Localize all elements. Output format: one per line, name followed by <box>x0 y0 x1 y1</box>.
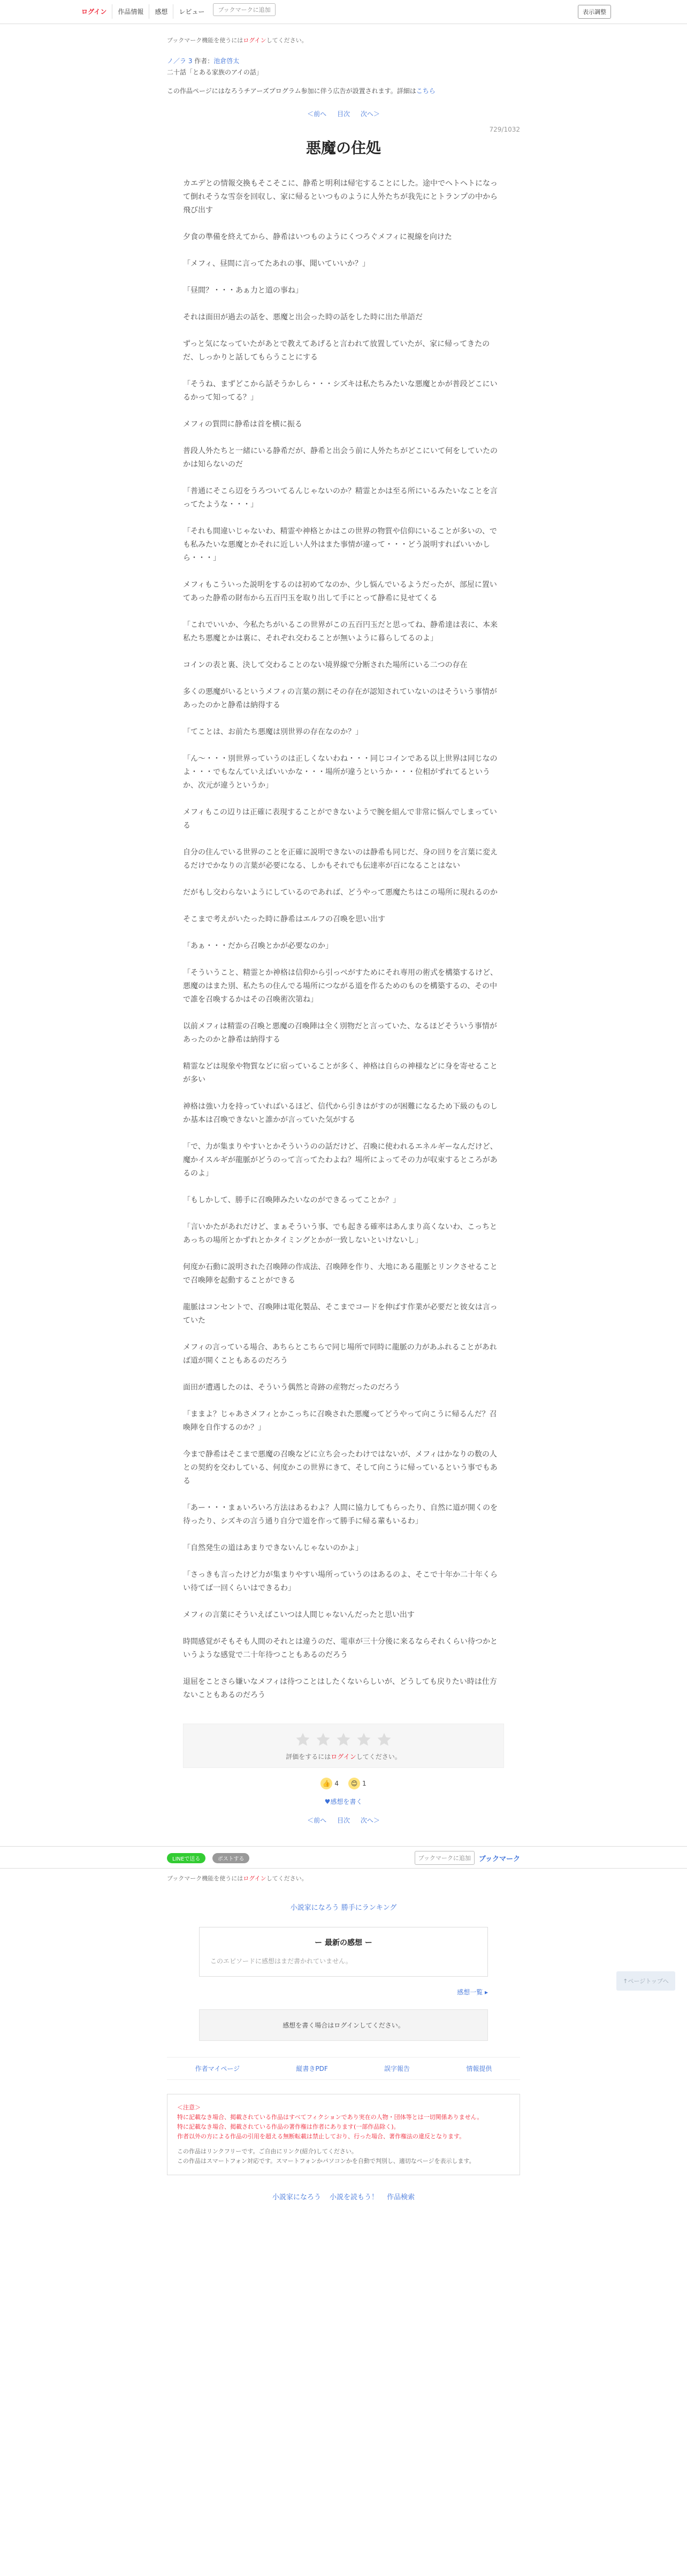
notice-line: 特に記載なき場合、掲載されている作品はすべてフィクションであり実在の人物・団体等とは一切関係ありません。 <box>177 2114 483 2121</box>
body-paragraph: 「そういうこと、精霊とか神格は信仰から引っぺがすためにそれ専用の術式を構築するけど、悪魔のはまた別、私たちの住んでる場所につながる道を作るためのものを構築するの、その中で誰を召喚するかはその召喚術次第ね」 <box>183 969 498 1004</box>
body-paragraph: 今まで静希はそこまで悪魔の召喚などに立ち会ったわけではないが、メフィはかなりの数の人との契約を交わしている、何度かこの世界にきて、そして向こうに帰っているという事でもある <box>183 1450 498 1485</box>
page-top-button[interactable]: ↑ページトップへ <box>616 1971 675 1991</box>
login-link[interactable]: ログイン <box>76 4 112 19</box>
site-link-narou[interactable]: 小説家になろう <box>272 2193 321 2201</box>
body-paragraph: 「あー・・・まぁいろいろ方法はあるわよ？人間に協力してもらったり、自然に道が開くのを待ったり、シズキの言う通り自分で道を作って勝手に帰る輩もいるわ」 <box>183 1504 498 1526</box>
star-icon[interactable] <box>376 1732 392 1748</box>
body-paragraph: 龍脈はコンセントで、召喚陣は電化製品、そこまでコードを伸ばす作業が必要だと彼女は言っていた <box>183 1303 498 1325</box>
ad-note <box>167 86 520 95</box>
line-share-button[interactable]: LINEで送る <box>167 1853 205 1863</box>
body-paragraph: 夕食の準備を終えてから、静希はいつものようにくつろぐメフィに視線を向けた <box>183 233 452 241</box>
bookmark-login-link[interactable]: ログイン <box>243 37 266 44</box>
site-link-yomou[interactable]: 小説を読もう！ <box>329 2193 378 2201</box>
main-content <box>167 36 520 1825</box>
body-paragraph: 退屈をことさら嫌いなメフィは待つことはしたくないらしいが、どうしても戻りたい時は仕方ないこともあるのだろう <box>183 1678 497 1699</box>
prev-episode-link[interactable]: ＜前へ <box>307 1817 327 1824</box>
add-bookmark-button[interactable]: ブックマークに追加 <box>415 1851 475 1865</box>
body-paragraph: 「それも間違いじゃないわ、精霊や神格とかはこの世界の物質や信仰にいることが多いの、でも私みたいな悪魔とかそれに近しい人外はまた事情が違って・・・どう説明すればいいかしら・・・」 <box>183 527 497 562</box>
body-paragraph: だがもし交わらないようにしているのであれば、どうやって悪魔たちはこの場所に現れるのか <box>183 888 498 897</box>
star-icon[interactable] <box>295 1732 311 1748</box>
footer-note-text: ブックマーク機能を使うには <box>167 1875 243 1882</box>
site-footer-links <box>167 2191 520 2201</box>
review-login-box: 感想を書く場合はログインしてください。 <box>199 2009 488 2041</box>
vertical-pdf-link[interactable]: 縦書きPDF <box>296 2065 328 2072</box>
notice-line: この作品はリンクフリーです。ご自由にリンク(紹介)してください。 <box>177 2148 357 2155</box>
footer-note-suffix: してください。 <box>266 1875 308 1882</box>
rating-stars <box>184 1732 503 1748</box>
body-paragraph: 面田が遭遇したのは、そういう偶然と奇跡の産物だったのだろう <box>183 1383 400 1392</box>
author-label: 作者： <box>194 57 214 65</box>
rating-msg-text: 評価をするには <box>286 1753 331 1760</box>
body-paragraph: 以前メフィは精霊の召喚と悪魔の召喚陣は全く別物だと言っていた、なるほどそういう事情があったのかと静希は納得する <box>183 1022 497 1044</box>
body-paragraph: それは面田が過去の話を、悪魔と出会った時の話をした時に出た単語だ <box>183 313 423 322</box>
body-paragraph: カエデとの情報交換もそこそこに、静希と明利は帰宅することにした。途中でヘトヘトになって倒れそうな雪奈を回収し、家に帰るといつものように人外たちが我先にとトランプの中から飛び出す <box>183 179 498 215</box>
body-paragraph: そこまで考えがいたった時に静希はエルフの召喚を思い出す <box>183 915 385 924</box>
thumbs-up-icon: 👍 <box>320 1778 332 1789</box>
nav-reviews[interactable]: レビュー <box>179 8 205 16</box>
next-episode-link[interactable]: 次へ＞ <box>360 1817 380 1824</box>
bookmark-note-bottom <box>167 1874 520 1883</box>
body-paragraph: 「ままよ？じゃあさメフィとかこっちに召喚された悪魔ってどうやって向こうに帰るんだ？召喚陣を自作するのか？」 <box>183 1410 497 1432</box>
body-paragraph: コインの表と裏、決して交わることのない境界線で分断された場所にいる二つの存在 <box>183 661 468 669</box>
body-paragraph: 「てことは、お前たち悪魔は別世界の存在なのか？」 <box>183 728 363 736</box>
author-link[interactable]: 池倉啓太 <box>213 57 240 65</box>
body-paragraph: 普段人外たちと一緒にいる静希だが、静希と出会う前に人外たちがどこにいて何をしていたのかは知らないのだ <box>183 447 498 469</box>
impressions-list-link[interactable]: 感想一覧 ▸ <box>457 1988 488 1996</box>
share-bar <box>0 1846 687 1869</box>
body-paragraph: 「言いかたがあれだけど、まぁそういう事、でも起きる確率はあんまり高くないわ、こっちとあっちの場所とかずれとかタイミングとかが一致しないといけないし」 <box>183 1223 498 1245</box>
body-paragraph: 「普通にそこら辺をうろついてるんじゃないのか？精霊とかは至る所にいるみたいなことを言ってたような・・・」 <box>183 487 498 509</box>
body-paragraph: メフィの言葉にそういえばこいつは人間じゃないんだったと思い出す <box>183 1611 415 1619</box>
rating-login-note <box>184 1752 503 1761</box>
body-paragraph: 精霊などは現象や物質などに宿っていることが多く、神格は自らの神様などに身を寄せることが多い <box>183 1062 498 1084</box>
site-link-search[interactable]: 作品検索 <box>387 2193 415 2201</box>
nav-impressions[interactable]: 感想 <box>149 4 173 19</box>
impressions-title: ー 最新の感想 ー <box>315 1939 372 1947</box>
body-paragraph: メフィの質問に静希は首を横に振る <box>183 420 302 429</box>
episode-pager-bottom <box>167 1816 520 1825</box>
reaction-thumbs[interactable] <box>320 1778 339 1789</box>
impressions-empty: このエピソードに感想はまだ書かれていません。 <box>210 1957 352 1965</box>
body-paragraph: 「あぁ・・・だから召喚とかが必要なのか」 <box>183 942 333 950</box>
star-icon[interactable] <box>356 1732 372 1748</box>
chapter-title: 二十話「とある家族のアイの話」 <box>167 68 263 76</box>
reaction-smile[interactable] <box>348 1778 367 1789</box>
reactions <box>167 1778 520 1789</box>
notice-line: 作者以外の方による作品の引用を超える無断転載は禁止しており、行った場合、著作権法の違反となります。 <box>177 2133 465 2140</box>
body-paragraph: 「これでいいか、今私たちがいるこの世界がこの五百円玉だと思ってね、静希達は表に、本来私たち悪魔とかは裏に、それぞれ交わることが無いように暮らしてるのよ」 <box>183 621 498 643</box>
toc-link[interactable]: 目次 <box>337 1817 350 1824</box>
latest-impressions <box>199 1927 488 1977</box>
notice-box <box>167 2094 520 2175</box>
rating-msg-suffix: してください。 <box>356 1753 401 1760</box>
body-paragraph: 「そうね、まずどこから話そうかしら・・・シズキは私たちみたいな悪魔とかが普段どこにいるかって知ってる？」 <box>183 380 498 402</box>
bookmark-button[interactable]: ブックマーク <box>478 1855 520 1863</box>
episode-pager-top <box>167 109 520 118</box>
body-paragraph: 「自然発生の道はあまりできないんじゃないのかよ」 <box>183 1544 363 1552</box>
body-paragraph: 時間感覚がそもそも人間のそれとは違うのだ、電車が三十分後に来るならそれくらい待つかというような感覚で二十年待つこともあるのだろう <box>183 1637 498 1659</box>
body-paragraph: 「昼間？・・・あぁ力と道の事ね」 <box>183 286 303 295</box>
body-paragraph: 「で、力が集まりやすいとかそういうのの話だけど、召喚に使われるエネルギーなんだけど、魔かイスルギが龍脈がどうのって言ってたわよね？場所によってその力が収束するところがあるのよ」 <box>183 1142 498 1178</box>
bookmark-area <box>415 1851 520 1865</box>
body-paragraph: 「メフィ、昼間に言ってたあれの事、聞いていいか？」 <box>183 260 370 268</box>
display-settings-button[interactable]: 表示調整 <box>578 5 611 19</box>
work-title-link[interactable]: ノ／ラ 3 <box>167 57 193 65</box>
footer-login-link[interactable]: ログイン <box>243 1875 266 1882</box>
typo-report-link[interactable]: 誤字報告 <box>384 2065 410 2072</box>
body-paragraph: 神格は強い力を持っていればいるほど、信代から引きはがすのが困難になるため下級のものしか基本は召喚できないと誰かが言っていた気がする <box>183 1102 498 1124</box>
bookmark-note <box>167 36 520 44</box>
novel-body <box>167 177 520 1702</box>
author-mypage-link[interactable]: 作者マイページ <box>195 2065 240 2072</box>
reaction-count: 1 <box>362 1780 367 1787</box>
star-icon[interactable] <box>315 1732 331 1748</box>
top-navbar <box>0 0 687 24</box>
write-review-link[interactable]: ♥感想を書く <box>324 1798 363 1805</box>
bookmark-note-suffix: してください。 <box>266 37 308 44</box>
ranking-link[interactable]: 小説家になろう 勝手にランキング <box>290 1904 397 1912</box>
rating-box <box>183 1724 504 1768</box>
body-paragraph: 「ん～・・・別世界っていうのは正しくないわね・・・同じコインである以上世界は同じなのよ・・・でもなんていえばいいかな・・・場所が違うというか・・・位相がずれてるというか、次元が違うというか」 <box>183 754 498 790</box>
prev-episode-link[interactable]: ＜前へ <box>307 110 327 118</box>
notice-line: 特に記載なき場合、掲載されている作品の著作権は作者にあります(一部作品除く)。 <box>177 2123 400 2130</box>
top-nav <box>76 4 276 19</box>
add-bookmark-button[interactable]: ブックマークに追加 <box>213 3 275 16</box>
body-paragraph: メフィの言っている場合、あちらとこちらで同じ場所で同時に龍脈の力があふれることがあれば道が開くこともあるのだろう <box>183 1343 497 1365</box>
bookmark-note-text: ブックマーク機能を使うには <box>167 37 243 44</box>
toc-link[interactable]: 目次 <box>337 110 350 118</box>
work-meta <box>167 56 520 77</box>
notice-line: この作品はスマートフォン対応です。スマートフォンかパソコンかを自動で判別し、適切なページを表示します。 <box>177 2158 475 2165</box>
notice-title: ＜注意＞ <box>177 2104 201 2111</box>
ad-details-link[interactable]: こちら <box>416 87 436 95</box>
body-paragraph: 多くの悪魔がいるというメフィの言葉の割にその存在が認知されていないのはそういう事情があったのかと静希は納得する <box>183 688 497 710</box>
episode-title: 悪魔の住処 <box>306 139 381 157</box>
body-paragraph: 自分の住んでいる世界のことを正確に説明できないのは静希も同じだ、身の回りを言葉に変えるだけでかなりの言葉が必要になる、しかもそれでも伝達率が百になることはない <box>183 848 498 870</box>
smile-icon: 😊 <box>348 1778 360 1789</box>
body-paragraph: メフィもこの辺りは正確に表現することができないようで腕を組んで非常に悩んでしまっている <box>183 808 497 830</box>
reaction-count: 4 <box>334 1780 339 1787</box>
footer-content <box>167 1874 520 2201</box>
rating-login-link[interactable]: ログイン <box>331 1753 356 1760</box>
body-paragraph: ずっと気になっていたがあとで教えてあげると言われて放置していたが、家に帰ってきたのだ、しっかりと話してもらうことにする <box>183 340 490 362</box>
ad-note-text: この作品ページにはなろうチアーズプログラム参加に伴う広告が設置されます。詳細は <box>167 87 416 95</box>
nav-work-info[interactable]: 作品情報 <box>112 4 149 19</box>
footer-link-row <box>167 2057 520 2080</box>
body-paragraph: 何度か石動に説明された召喚陣の作成法、召喚陣を作り、大地にある龍脈とリンクさせることで召喚陣を起動することができる <box>183 1263 498 1285</box>
body-paragraph: 「もしかして、勝手に召喚陣みたいなのができるってことか？」 <box>183 1196 400 1205</box>
star-icon[interactable] <box>335 1732 352 1748</box>
next-episode-link[interactable]: 次へ＞ <box>360 110 380 118</box>
info-provide-link[interactable]: 情報提供 <box>466 2065 492 2072</box>
body-paragraph: 「さっきも言ったけど力が集まりやすい場所っていうのはあるのよ、そこで十年か二十年くらい待てば一回くらいはできるわ」 <box>183 1571 498 1592</box>
episode-count: 729/1032 <box>489 126 520 133</box>
post-share-button[interactable]: ポストする <box>212 1853 250 1863</box>
body-paragraph: メフィもこういった説明をするのは初めてなのか、少し悩んでいるようだったが、部屋に置いてあった静希の財布から五百円玉を取り出して手にとって静希に見せてくる <box>183 581 497 603</box>
